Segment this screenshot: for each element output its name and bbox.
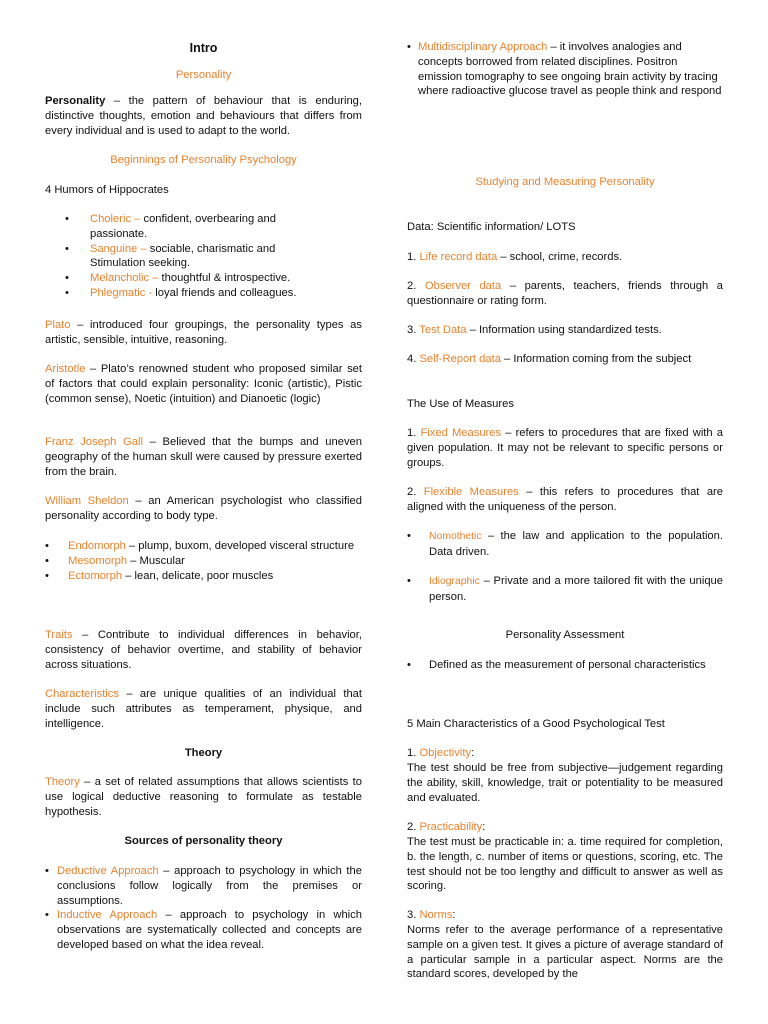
item-number: 3. bbox=[407, 909, 420, 921]
data-text: – Information using standardized tests. bbox=[466, 324, 662, 336]
personality-term: Personality bbox=[45, 95, 106, 107]
list-item bbox=[65, 271, 325, 286]
objectivity-text: The test should be free from subjective—judgement regarding the ability, skill, knowledge, trait or potentiality to be measured and evaluated. bbox=[407, 762, 723, 804]
colon: : bbox=[471, 747, 475, 759]
approach-term: Inductive Approach bbox=[57, 909, 158, 922]
data-text: – school, crime, records. bbox=[497, 251, 623, 263]
bullet-icon: • bbox=[65, 213, 69, 225]
flexible-measures-text: – this refers to procedures that are aligned with the uniqueness of the person. bbox=[407, 486, 723, 513]
data-item-1 bbox=[407, 250, 723, 265]
practicability-heading bbox=[407, 820, 723, 835]
bullet-icon: • bbox=[65, 286, 69, 299]
idiographic-list bbox=[407, 574, 723, 605]
bullet-icon: • bbox=[65, 242, 69, 255]
gall-paragraph bbox=[45, 435, 362, 479]
bullet-icon: • bbox=[407, 41, 411, 53]
traits-paragraph bbox=[45, 628, 362, 672]
norms-heading bbox=[407, 908, 723, 923]
studying-heading: Studying and Measuring Personality bbox=[475, 176, 655, 188]
list-item bbox=[45, 554, 362, 569]
humor-term: Sanguine – bbox=[90, 242, 147, 255]
colon: : bbox=[482, 821, 486, 833]
body-types-list bbox=[45, 539, 362, 583]
personality-heading: Personality bbox=[175, 69, 232, 81]
sheldon-paragraph bbox=[45, 494, 362, 524]
data-line: Data: Scientific information/ LOTS bbox=[407, 221, 576, 233]
assessment-heading: Personality Assessment bbox=[505, 629, 625, 641]
bullet-icon: • bbox=[407, 659, 411, 671]
item-number: 2. bbox=[407, 821, 420, 833]
item-number: 1. bbox=[407, 427, 421, 439]
list-item bbox=[45, 864, 362, 908]
plato-term: Plato bbox=[45, 319, 71, 331]
fixed-measures-paragraph bbox=[407, 426, 723, 470]
bullet-icon: • bbox=[407, 530, 411, 542]
humor-term: Melancholic – bbox=[90, 272, 159, 285]
plato-paragraph bbox=[45, 318, 362, 348]
practicability-term: Practicability bbox=[419, 821, 483, 833]
humors-list bbox=[45, 212, 325, 301]
theory-paragraph bbox=[45, 775, 362, 819]
list-item bbox=[45, 539, 362, 554]
objectivity-term: Objectivity bbox=[419, 747, 472, 759]
humors-title: 4 Humors of Hippocrates bbox=[45, 184, 169, 196]
personality-def-text: – the pattern of behaviour that is enduring, distinctive thoughts, emotion and behaviours that differs from every individual and is used to adapt to the world. bbox=[45, 95, 362, 137]
personality-definition bbox=[45, 94, 362, 138]
characteristics-text: – are unique qualities of an individual that include such attributes as temperament, physique, and intelligence. bbox=[45, 688, 362, 730]
data-text: – Information coming from the subject bbox=[500, 353, 692, 365]
practicability-text: The test must be practicable in: a. time required for completion, b. the length, c. number of items or questions, scoring, etc. The test should not be too lengthy and difficult to answer as well as scoring. bbox=[407, 836, 723, 893]
fixed-measures-term: Fixed Measures bbox=[420, 427, 502, 439]
list-item bbox=[407, 658, 723, 673]
humor-text: sociable, charismatic and Stimulation seeking. bbox=[90, 242, 276, 270]
item-number: 2. bbox=[407, 486, 424, 498]
gall-term: Franz Joseph Gall bbox=[45, 436, 143, 448]
aristotle-text: – Plato’s renowned student who proposed similar set of factors that could explain personality: Iconic (artistic), Pistic (common sense), Noetic (intuition) and Dianoetic (logic) bbox=[45, 363, 362, 405]
body-type-text: – lean, delicate, poor muscles bbox=[122, 569, 274, 582]
list-item bbox=[407, 40, 723, 99]
use-of-measures-title: The Use of Measures bbox=[407, 398, 514, 410]
nomothetic-text: – the law and application to the population. Data driven. bbox=[429, 530, 723, 558]
body-type-text: – plump, buxom, developed visceral structure bbox=[125, 540, 355, 552]
data-term: Test Data bbox=[419, 324, 467, 336]
bullet-icon: • bbox=[407, 575, 411, 587]
list-item bbox=[407, 529, 723, 560]
data-text: – parents, teachers, friends through a questionnaire or rating form. bbox=[407, 280, 723, 307]
gall-text: – Believed that the bumps and uneven geography of the human skull were caused by pressure exerted from the brain. bbox=[45, 436, 362, 478]
multidisciplinary-term: Multidisciplinary Approach bbox=[418, 41, 548, 53]
idiographic-text: – Private and a more tailored fit with the unique person. bbox=[429, 575, 723, 603]
idiographic-term: Idiographic bbox=[429, 576, 480, 587]
bullet-icon: • bbox=[65, 272, 69, 285]
humor-term: Choleric – bbox=[90, 213, 141, 225]
item-number: 2. bbox=[407, 280, 425, 292]
approach-text: – approach to psychology in which observations are systematically collected and concepts are developed based on what the idea reveal. bbox=[57, 909, 362, 951]
humor-text: confident, overbearing and passionate. bbox=[90, 213, 276, 240]
item-number: 1. bbox=[407, 747, 420, 759]
nomothetic-list bbox=[407, 529, 723, 560]
humor-term: Phlegmatic - bbox=[90, 286, 153, 299]
assessment-list bbox=[407, 658, 723, 673]
norms-term: Norms bbox=[419, 909, 453, 921]
list-item bbox=[65, 212, 325, 242]
sheldon-term: William Sheldon bbox=[45, 495, 129, 507]
traits-text: – Contribute to individual differences in behavior, consistency of behavior overtime, and stability of behavior across situations. bbox=[45, 629, 362, 671]
approach-text: – approach to psychology in which the conclusions follow logically from the premises or assumptions. bbox=[57, 865, 362, 907]
beginnings-heading: Beginnings of Personality Psychology bbox=[110, 154, 297, 166]
objectivity-heading bbox=[407, 746, 723, 761]
humor-text: thoughtful & introspective. bbox=[158, 272, 291, 285]
plato-text: – introduced four groupings, the personality types as artistic, sensible, intuitive, reasoning. bbox=[45, 319, 362, 346]
bullet-icon: • bbox=[45, 569, 49, 582]
approaches-list bbox=[45, 864, 362, 953]
colon: : bbox=[452, 909, 456, 921]
five-characteristics-title: 5 Main Characteristics of a Good Psychological Test bbox=[407, 718, 665, 730]
characteristics-term: Characteristics bbox=[45, 688, 119, 700]
approach-term: Deductive Approach bbox=[57, 865, 159, 877]
theory-heading: Theory bbox=[184, 747, 223, 759]
multidisciplinary-text: – it involves analogies and concepts borrowed from related disciplines. Positron emission tomography to see ongoing brain activity by tracing where radioactive glucose travel as people think and respond bbox=[418, 41, 722, 98]
theory-text: – a set of related assumptions that allows scientists to use logical deductive reasoning to formulate as testable hypothesis. bbox=[45, 776, 362, 818]
aristotle-paragraph bbox=[45, 362, 362, 406]
bullet-icon: • bbox=[45, 909, 49, 922]
list-item bbox=[45, 569, 362, 584]
body-type-term: Ectomorph bbox=[68, 569, 123, 582]
bullet-icon: • bbox=[45, 540, 49, 552]
theory-term: Theory bbox=[45, 776, 80, 788]
data-term: Self-Report data bbox=[419, 353, 501, 365]
sources-heading: Sources of personality theory bbox=[124, 835, 283, 847]
data-term: Life record data bbox=[419, 251, 498, 263]
item-number: 3. bbox=[407, 324, 420, 336]
data-item-2 bbox=[407, 279, 723, 309]
traits-term: Traits bbox=[45, 629, 73, 641]
norms-text: Norms refer to the average performance of a representative sample on a given test. It gives a picture of average standard of a particular sample in a particular aspect. Norms are the standard scores, developed by the bbox=[407, 924, 723, 981]
data-term: Observer data bbox=[424, 280, 502, 292]
nomothetic-term: Nomothetic bbox=[429, 531, 482, 542]
intro-title: Intro bbox=[189, 41, 218, 55]
sheldon-text: – an American psychologist who classified personality according to body type. bbox=[45, 495, 362, 522]
item-number: 1. bbox=[407, 251, 420, 263]
body-type-text: – Muscular bbox=[127, 554, 185, 567]
list-item bbox=[407, 574, 723, 605]
assessment-text: Defined as the measurement of personal characteristics bbox=[429, 659, 706, 671]
characteristics-paragraph bbox=[45, 687, 362, 731]
humor-text: loyal friends and colleagues. bbox=[152, 286, 297, 299]
data-item-4 bbox=[407, 352, 723, 367]
body-type-term: Endomorph bbox=[68, 540, 126, 552]
body-type-term: Mesomorph bbox=[68, 554, 128, 567]
list-item bbox=[65, 242, 325, 272]
list-item bbox=[65, 286, 325, 301]
multidisciplinary-list bbox=[407, 40, 723, 99]
bullet-icon: • bbox=[45, 865, 49, 877]
flexible-measures-paragraph bbox=[407, 485, 723, 515]
bullet-icon: • bbox=[45, 554, 49, 567]
aristotle-term: Aristotle bbox=[45, 363, 86, 375]
flexible-measures-term: Flexible Measures bbox=[423, 486, 519, 498]
list-item bbox=[45, 908, 362, 952]
fixed-measures-text: – refers to procedures that are fixed with a given population. It may not be relevant to specific persons or groups. bbox=[407, 427, 723, 469]
item-number: 4. bbox=[407, 353, 420, 365]
data-item-3 bbox=[407, 323, 723, 338]
